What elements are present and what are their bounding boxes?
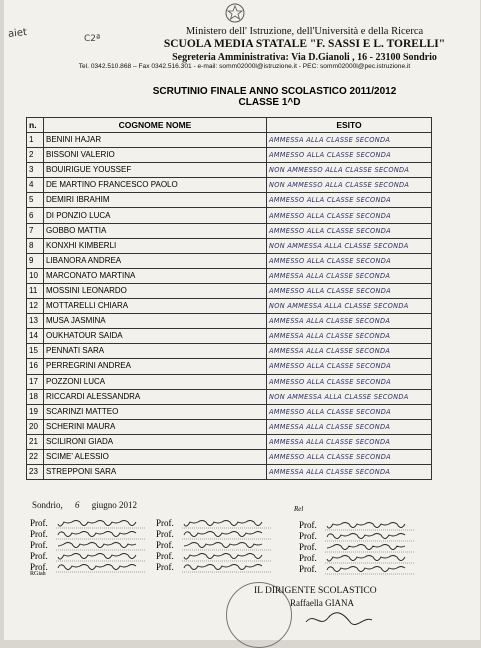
date-month-year: giugno 2012	[91, 500, 138, 510]
row-number: 4	[27, 178, 44, 193]
result-text: AMMESSO ALLA CLASSE SECONDA	[267, 374, 432, 389]
student-name: BENINI HAJAR	[44, 133, 267, 148]
table-row	[27, 238, 432, 253]
table-row	[27, 223, 432, 238]
student-name: RICCARDI ALESSANDRA	[44, 389, 267, 404]
teacher-signature	[182, 561, 272, 573]
student-name: STREPPONI SARA	[44, 465, 267, 480]
row-number: 17	[27, 374, 44, 389]
row-number: 1	[27, 133, 44, 148]
result-text: AMMESSO ALLA CLASSE SECONDA	[267, 283, 432, 298]
table-row	[27, 434, 432, 449]
school-name: SCUOLA MEDIA STATALE "F. SASSI E L. TORELLI"	[163, 38, 446, 50]
student-name: MOTTARELLI CHIARA	[44, 299, 267, 314]
table-row	[27, 314, 432, 329]
table-row	[27, 389, 432, 404]
row-number: 20	[27, 419, 44, 434]
row-number: 16	[27, 359, 44, 374]
handwritten-note: aiet	[7, 27, 28, 40]
table-row	[27, 283, 432, 298]
table-row	[27, 299, 432, 314]
row-number: 5	[27, 193, 44, 208]
student-name: GOBBO MATTIA	[44, 223, 267, 238]
result-text: AMMESSO ALLA CLASSE SECONDA	[267, 193, 432, 208]
row-number: 12	[27, 299, 44, 314]
row-number: 15	[27, 344, 44, 359]
headmaster-name: Raffaella GIANA	[290, 598, 355, 608]
student-name: DE MARTINO FRANCESCO PAOLO	[44, 178, 267, 193]
row-number: 8	[27, 238, 44, 253]
row-number: 13	[27, 314, 44, 329]
table-row	[27, 208, 432, 223]
republic-emblem-icon	[218, 2, 252, 24]
student-name: SCIME' ALESSIO	[44, 449, 267, 464]
column-header-number: n.	[27, 118, 44, 133]
row-number: 9	[27, 253, 44, 268]
student-name: SCILIRONI GIADA	[44, 434, 267, 449]
row-number: 14	[27, 329, 44, 344]
result-text: AMMESSA ALLA CLASSE SECONDA	[267, 133, 432, 148]
student-name: POZZONI LUCA	[44, 374, 267, 389]
result-text: AMMESSA ALLA CLASSE SECONDA	[267, 268, 432, 283]
row-number: 6	[27, 208, 44, 223]
prof-label: Prof.	[30, 551, 48, 561]
student-name: SCHERINI MAURA	[44, 419, 267, 434]
student-name: SCARINZI MATTEO	[44, 404, 267, 419]
result-text: AMMESSO ALLA CLASSE SECONDA	[267, 208, 432, 223]
place-date	[32, 500, 137, 510]
student-name: PENNATI SARA	[44, 344, 267, 359]
prof-label: Prof.	[156, 540, 174, 550]
table-row	[27, 359, 432, 374]
table-row	[27, 465, 432, 480]
column-header-name: COGNOME NOME	[44, 118, 267, 133]
result-text: AMMESSO ALLA CLASSE SECONDA	[267, 404, 432, 419]
table-row	[27, 193, 432, 208]
ministry-line: Ministero dell' Istruzione, dell'Università e della Ricerca	[185, 26, 424, 37]
student-name: BOUIRIGUE YOUSSEF	[44, 163, 267, 178]
student-name: MUSA JASMINA	[44, 314, 267, 329]
result-text: AMMESSA ALLA CLASSE SECONDA	[267, 344, 432, 359]
table-row	[27, 344, 432, 359]
prof-label: Prof.	[30, 529, 48, 539]
row-number: 18	[27, 389, 44, 404]
student-name: MARCONATO MARTINA	[44, 268, 267, 283]
result-text: AMMESSA ALLA CLASSE SECONDA	[267, 314, 432, 329]
table-row	[27, 404, 432, 419]
student-name: LIBANORA ANDREA	[44, 253, 267, 268]
table-row	[27, 374, 432, 389]
table-row	[27, 268, 432, 283]
student-name: DEMIRI IBRAHIM	[44, 193, 267, 208]
result-text: NON AMMESSA ALLA CLASSE SECONDA	[267, 238, 432, 253]
table-row	[27, 329, 432, 344]
row-number: 19	[27, 404, 44, 419]
table-row	[27, 178, 432, 193]
document-sheet	[4, 0, 480, 640]
prof-label: Prof.	[156, 518, 174, 528]
student-name: BISSONI VALERIO	[44, 148, 267, 163]
prof-label: Prof.	[156, 562, 174, 572]
prof-label: Prof.	[156, 529, 174, 539]
result-text: NON AMMESSO ALLA CLASSE SECONDA	[267, 163, 432, 178]
handwritten-class-note: C2ª	[84, 34, 101, 44]
row-number: 7	[27, 223, 44, 238]
prof-label: Prof.	[299, 531, 317, 541]
prof-label: Prof.	[299, 520, 317, 530]
row-number: 22	[27, 449, 44, 464]
rgiah-note: RGiah	[30, 571, 46, 577]
row-number: 2	[27, 148, 44, 163]
teacher-signature	[56, 561, 146, 573]
document-title: SCRUTINIO FINALE ANNO SCOLASTICO 2011/2012	[152, 86, 397, 97]
secretariat-address: Segreteria Amministrativa: Via D.Gianoli , 16 - 23100 Sondrio	[172, 52, 437, 63]
result-text: NON AMMESSO ALLA CLASSE SECONDA	[267, 178, 432, 193]
student-name: PERREGRINI ANDREA	[44, 359, 267, 374]
table-row	[27, 163, 432, 178]
result-text: NON AMMESSA ALLA CLASSE SECONDA	[267, 299, 432, 314]
teacher-signature	[325, 563, 415, 575]
table-row	[27, 133, 432, 148]
result-text: AMMESSO ALLA CLASSE SECONDA	[267, 253, 432, 268]
result-text: AMMESSA ALLA CLASSE SECONDA	[267, 419, 432, 434]
table-row	[27, 449, 432, 464]
class-title: CLASSE 1^D	[238, 97, 301, 108]
table-header-row	[27, 118, 432, 133]
result-text: AMMESSA ALLA CLASSE SECONDA	[267, 465, 432, 480]
place-label: Sondrio,	[32, 500, 63, 510]
table-row	[27, 419, 432, 434]
row-number: 21	[27, 434, 44, 449]
prof-label: Prof.	[299, 553, 317, 563]
prof-label: Prof.	[30, 562, 48, 572]
row-number: 11	[27, 283, 44, 298]
row-number: 3	[27, 163, 44, 178]
row-number: 23	[27, 465, 44, 480]
result-text: AMMESSO ALLA CLASSE SECONDA	[267, 359, 432, 374]
date-day: 6	[75, 500, 80, 510]
result-text: AMMESSO ALLA CLASSE SECONDA	[267, 223, 432, 238]
results-table	[26, 117, 432, 480]
prof-label: Prof.	[30, 540, 48, 550]
contact-line: Tel. 0342.510.868 – Fax 0342.516.301 - e-mail: somm02000l@istruzione.it - PEC: somm02000l@pec.istruzione.it	[78, 63, 411, 70]
prof-label: Prof.	[30, 518, 48, 528]
prof-label: Prof.	[299, 564, 317, 574]
student-name: MOSSINI LEONARDO	[44, 283, 267, 298]
rel-label: Rel	[294, 505, 304, 513]
prof-label: Prof.	[299, 542, 317, 552]
row-number: 10	[27, 268, 44, 283]
student-name: DI PONZIO LUCA	[44, 208, 267, 223]
table-row	[27, 148, 432, 163]
headmaster-title: IL DIRIGENTE SCOLASTICO	[254, 586, 377, 596]
result-text: NON AMMESSA ALLA CLASSE SECONDA	[267, 389, 432, 404]
result-text: AMMESSO ALLA CLASSE SECONDA	[267, 449, 432, 464]
student-name: OUKHATOUR SAIDA	[44, 329, 267, 344]
prof-label: Prof.	[156, 551, 174, 561]
student-name: KONXHI KIMBERLI	[44, 238, 267, 253]
result-text: AMMESSO ALLA CLASSE SECONDA	[267, 148, 432, 163]
column-header-result: ESITO	[267, 118, 432, 133]
result-text: AMMESSA ALLA CLASSE SECONDA	[267, 329, 432, 344]
headmaster-signature	[304, 610, 374, 630]
table-row	[27, 253, 432, 268]
result-text: AMMESSA ALLA CLASSE SECONDA	[267, 434, 432, 449]
